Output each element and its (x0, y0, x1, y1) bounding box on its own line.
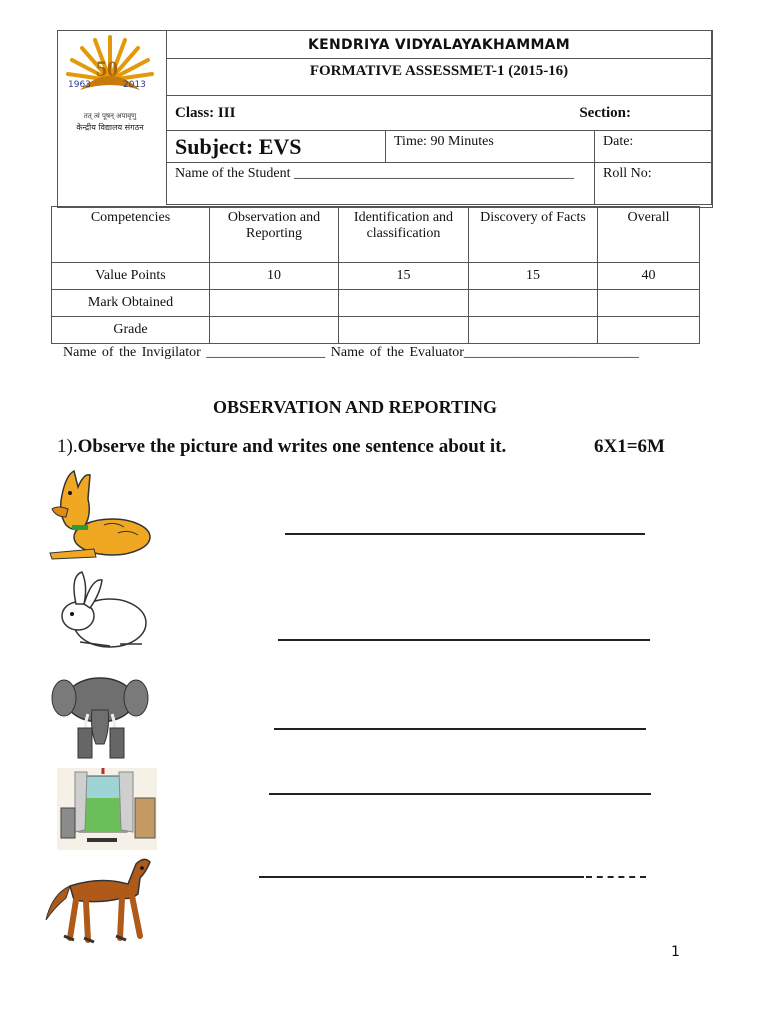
logo-year-start: 1963 (68, 80, 91, 90)
grade-cell[interactable] (339, 317, 469, 344)
value-points-label: Value Points (52, 263, 210, 290)
rabbit-icon (50, 568, 154, 658)
elephant-icon (50, 670, 150, 764)
section-label: Section: (579, 104, 631, 121)
identification-header: Identification and classification (339, 207, 469, 263)
logo-fifty: 50 (96, 56, 118, 81)
value-points-observation: 10 (210, 263, 339, 290)
grade-cell[interactable] (598, 317, 700, 344)
answer-line-5[interactable] (259, 876, 584, 878)
competencies-table (51, 206, 700, 344)
grade-cell[interactable] (469, 317, 598, 344)
mark-cell[interactable] (339, 290, 469, 317)
observation-header: Observation and Reporting (210, 207, 339, 263)
grade-label: Grade (52, 317, 210, 344)
answer-line-1[interactable] (285, 533, 645, 535)
mark-obtained-label: Mark Obtained (52, 290, 210, 317)
mark-cell[interactable] (210, 290, 339, 317)
question-number: 1). (57, 436, 78, 457)
section-title: OBSERVATION AND REPORTING (212, 397, 498, 417)
time-label: Time: 90 Minutes (386, 131, 595, 163)
competencies-header: Competencies (52, 207, 210, 263)
grade-cell[interactable] (210, 317, 339, 344)
answer-line-4[interactable] (269, 793, 651, 795)
class-label: Class: III (175, 104, 236, 121)
answer-line-3[interactable] (274, 728, 646, 730)
room-icon (57, 768, 157, 850)
invigilator-evaluator-line: Name of the Invigilator _________________ Name of the Evaluator_________________________ (63, 345, 639, 360)
logo-year-end: 2013 (123, 80, 146, 90)
mark-cell[interactable] (598, 290, 700, 317)
page-number: 1 (671, 944, 680, 960)
student-name-field[interactable]: Name of the Student ________________________________________ (167, 163, 595, 205)
logo-org-name: केन्द्रीय विद्यालय संगठन (76, 123, 144, 132)
assessment-title: FORMATIVE ASSESSMET-1 (2015-16) (167, 59, 712, 96)
value-points-overall: 40 (598, 263, 700, 290)
mark-cell[interactable] (469, 290, 598, 317)
question-1 (57, 436, 506, 458)
roll-number-field[interactable]: Roll No: (595, 163, 712, 205)
date-label: Date: (595, 131, 712, 163)
logo-motto: तत् त्वं पूषन् अपावृणु (83, 112, 137, 120)
class-section-row (167, 96, 712, 131)
answer-line-5-dashed[interactable] (586, 876, 646, 878)
answer-line-2[interactable] (278, 639, 650, 641)
value-points-identification: 15 (339, 263, 469, 290)
dog-icon (44, 465, 152, 563)
discovery-header: Discovery of Facts (469, 207, 598, 263)
value-points-discovery: 15 (469, 263, 598, 290)
question-marks: 6X1=6M (594, 436, 665, 457)
school-name: KENDRIYA VIDYALAYAKHAMMAM (167, 31, 712, 59)
subject-label: Subject: EVS (167, 131, 386, 163)
overall-header: Overall (598, 207, 700, 263)
question-text: Observe the picture and writes one sentence about it. (77, 436, 507, 457)
header-table (166, 30, 712, 205)
horse-icon (40, 850, 158, 948)
